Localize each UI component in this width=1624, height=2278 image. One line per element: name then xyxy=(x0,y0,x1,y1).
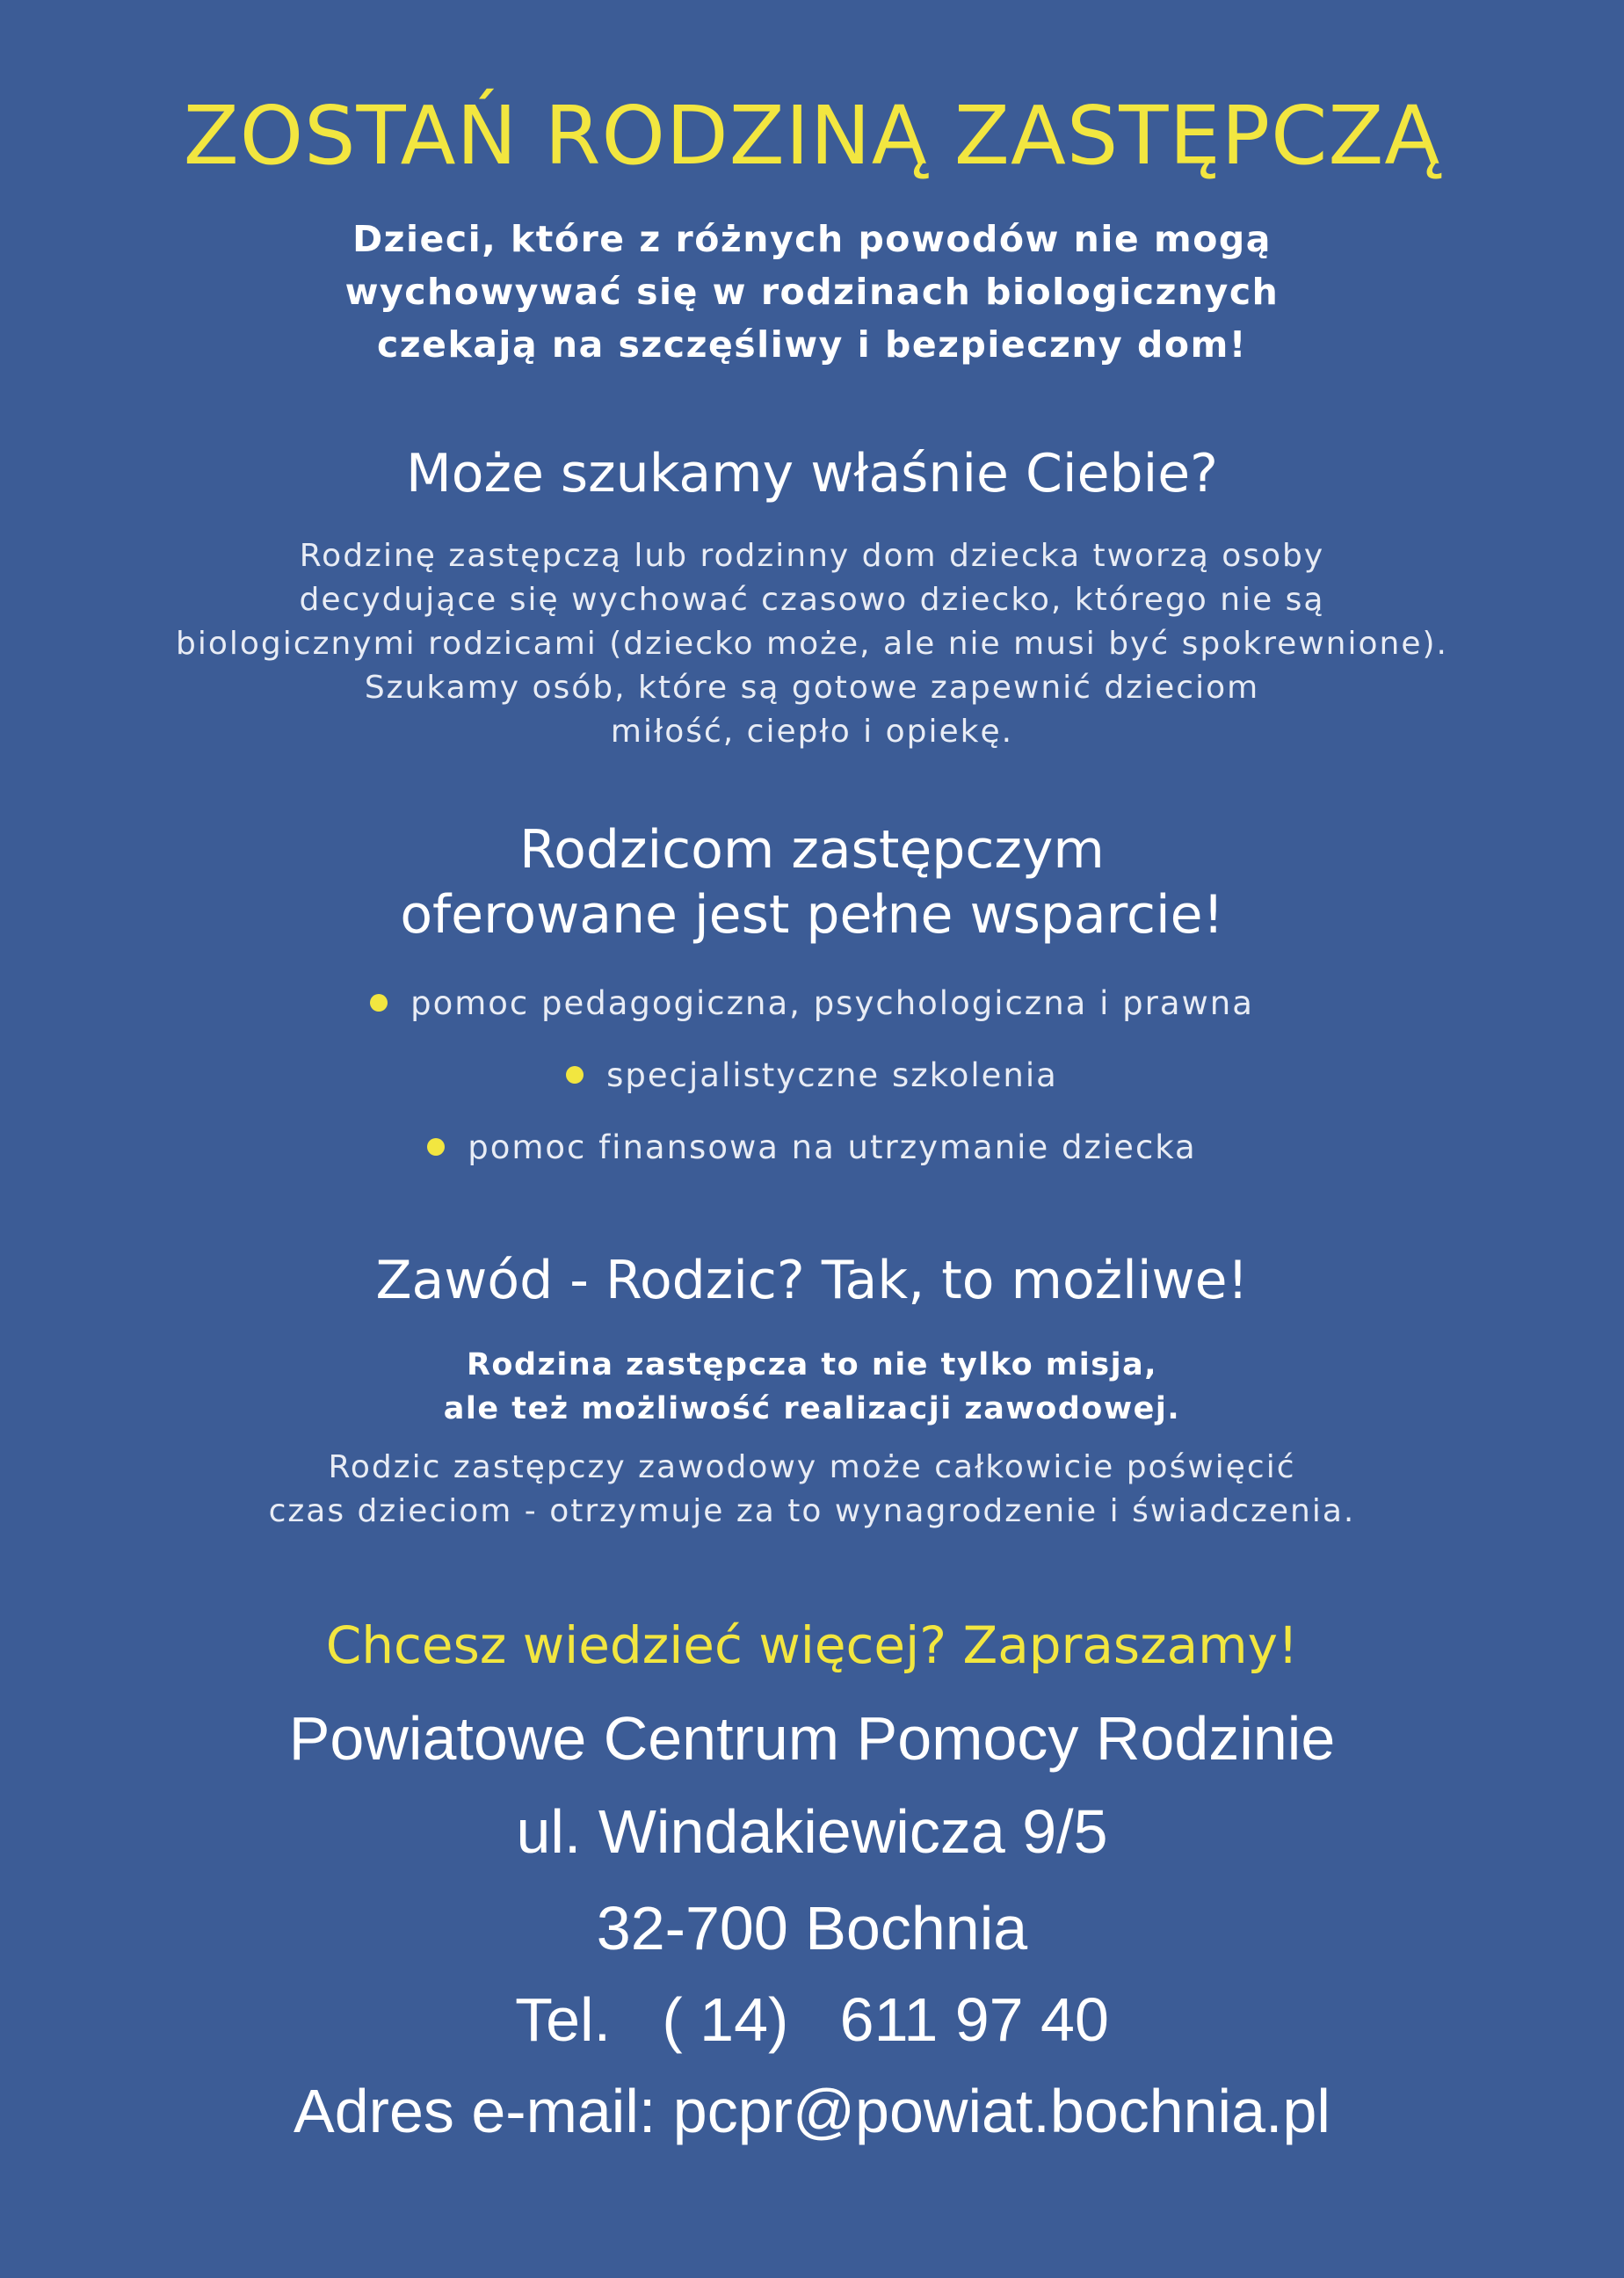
bullet-dot-icon xyxy=(566,1066,584,1084)
contact-email[interactable]: Adres e-mail: pcpr@powiat.bochnia.pl xyxy=(294,2077,1330,2145)
section3-heading xyxy=(0,1248,1624,1313)
section3-bold-line: Rodzina zastępcza to nie tylko misja, xyxy=(466,1347,1158,1382)
bullet-dot-icon xyxy=(370,994,388,1012)
section2-heading-line: Rodzicom zastępczym xyxy=(519,819,1105,881)
bullet-dot-icon xyxy=(427,1138,445,1156)
support-list-item xyxy=(0,1126,1624,1170)
section3-body-line: Rodzic zastępczy zawodowy może całkowicie poświęcić xyxy=(328,1449,1296,1485)
intro-text xyxy=(0,213,1624,371)
contact-street: ul. Windakiewicza 9/5 xyxy=(516,1797,1108,1866)
intro-line: czekają na szczęśliwy i bezpieczny dom! xyxy=(376,323,1247,366)
contact-city: 32-700 Bochnia xyxy=(596,1894,1028,1962)
section3-body xyxy=(0,1446,1624,1534)
support-list-item-label: pomoc finansowa na utrzymanie dziecka xyxy=(468,1128,1197,1166)
section3-body-line: czas dzieciom - otrzymuje za to wynagrodzenie i świadczenia. xyxy=(268,1493,1356,1529)
section2-heading xyxy=(0,817,1624,947)
support-list-item xyxy=(0,982,1624,1026)
section1-heading xyxy=(0,441,1624,506)
section1-body-line: Szukamy osób, które są gotowe zapewnić dzieciom xyxy=(364,670,1260,706)
section1-body-line: Rodzinę zastępczą lub rodzinny dom dziecka tworzą osoby xyxy=(299,538,1325,574)
section1-heading-line: Może szukamy właśnie Ciebie? xyxy=(405,443,1219,504)
section1-body xyxy=(0,534,1624,754)
section1-body-line: miłość, ciepło i opiekę. xyxy=(610,714,1014,750)
section3-bold-text xyxy=(0,1343,1624,1431)
flyer-title: ZOSTAŃ RODZINĄ ZASTĘPCZĄ xyxy=(183,89,1441,183)
section1-body-line: decydujące się wychować czasowo dziecko, którego nie są xyxy=(299,582,1325,618)
contact-organization: Powiatowe Centrum Pomocy Rodzinie xyxy=(288,1704,1336,1773)
contact-phone: Tel. ( 14) 611 97 40 xyxy=(515,1985,1109,2054)
intro-line: Dzieci, które z różnych powodów nie mogą xyxy=(352,218,1272,260)
section3-bold-line: ale też możliwość realizacji zawodowej. xyxy=(443,1391,1181,1426)
section1-body-line: biologicznymi rodzicami (dziecko może, ale nie musi być spokrewnione). xyxy=(176,626,1448,662)
support-list-item-label: specjalistyczne szkolenia xyxy=(606,1056,1058,1094)
support-list-item xyxy=(0,1054,1624,1098)
intro-line: wychowywać się w rodzinach biologicznych xyxy=(344,271,1280,313)
section2-heading-line: oferowane jest pełne wsparcie! xyxy=(400,884,1224,946)
call-to-action: Chcesz wiedzieć więcej? Zapraszamy! xyxy=(325,1615,1299,1675)
section3-heading-line: Zawód - Rodzic? Tak, to możliwe! xyxy=(375,1250,1249,1311)
support-list-item-label: pomoc pedagogiczna, psychologiczna i prawna xyxy=(410,984,1254,1022)
